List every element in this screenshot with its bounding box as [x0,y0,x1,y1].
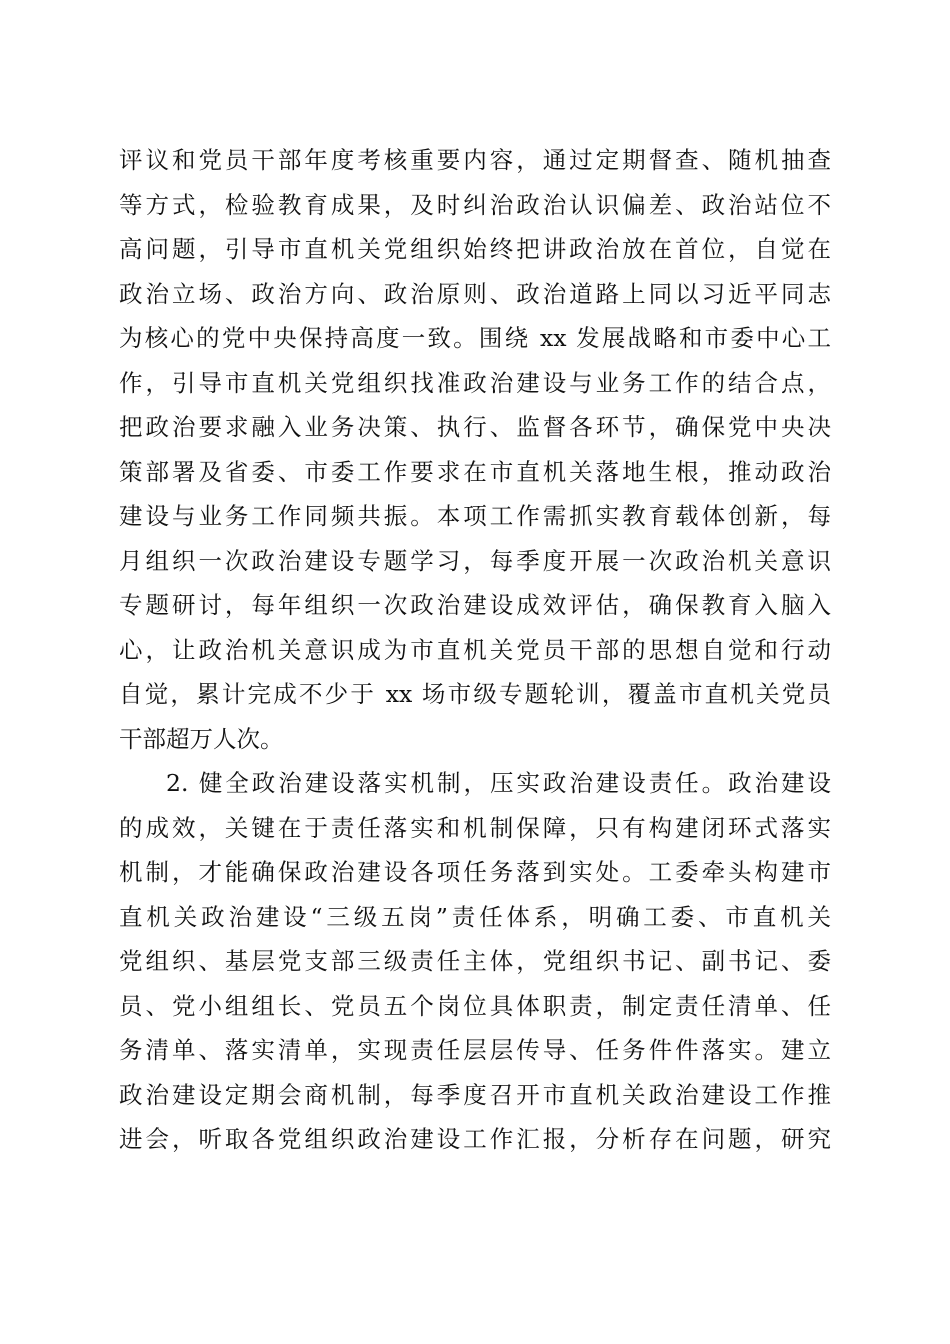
text-line: 专题研讨，每年组织一次政治建设成效评估，确保教育入脑入 [119,591,831,619]
text-line: 自觉，累计完成不少于 xx 场市级专题轮训，覆盖市直机关党员 [119,680,831,708]
text-line: 机制，才能确保政治建设各项任务落到实处。工委牵头构建市 [119,858,831,886]
text-line: 把政治要求融入业务决策、执行、监督各环节，确保党中央决 [119,413,831,441]
paragraph-1 [119,138,831,761]
text-line: 党组织、基层党支部三级责任主体，党组织书记、副书记、委 [119,947,831,975]
text-line: 为核心的党中央保持高度一致。围绕 xx 发展战略和市委中心工 [119,324,831,352]
text-line: 评议和党员干部年度考核重要内容，通过定期督查、随机抽查 [119,146,831,174]
text-line: 建设与业务工作同频共振。本项工作需抓实教育载体创新，每 [119,502,831,530]
text-line: 进会，听取各党组织政治建设工作汇报，分析存在问题，研究 [119,1125,831,1153]
text-line: 2. 健全政治建设落实机制，压实政治建设责任。政治建设 [166,769,831,797]
text-line: 高问题，引导市直机关党组织始终把讲政治放在首位，自觉在 [119,235,831,263]
text-line: 直机关政治建设“三级五岗”责任体系，明确工委、市直机关 [119,902,831,931]
text-line: 等方式，检验教育成果，及时纠治政治认识偏差、政治站位不 [119,190,831,219]
text-line: 务清单、落实清单，实现责任层层传导、任务件件落实。建立 [119,1036,831,1064]
text-line: 员、党小组组长、党员五个岗位具体职责，制定责任清单、任 [119,991,831,1020]
text-line: 的成效，关键在于责任落实和机制保障，只有构建闭环式落实 [119,813,831,842]
text-line: 月组织一次政治建设专题学习，每季度开展一次政治机关意识 [119,546,831,575]
text-line: 策部署及省委、市委工作要求在市直机关落地生根，推动政治 [119,457,831,486]
paragraph-2 [119,761,831,1162]
document-body [119,138,831,1162]
text-line: 作，引导市直机关党组织找准政治建设与业务工作的结合点， [119,368,831,397]
text-line: 干部超万人次。 [119,724,284,753]
text-line: 政治立场、政治方向、政治原则、政治道路上同以习近平同志 [119,279,831,308]
text-line: 心，让政治机关意识成为市直机关党员干部的思想自觉和行动 [119,635,831,664]
text-line: 政治建设定期会商机制，每季度召开市直机关政治建设工作推 [119,1080,831,1109]
